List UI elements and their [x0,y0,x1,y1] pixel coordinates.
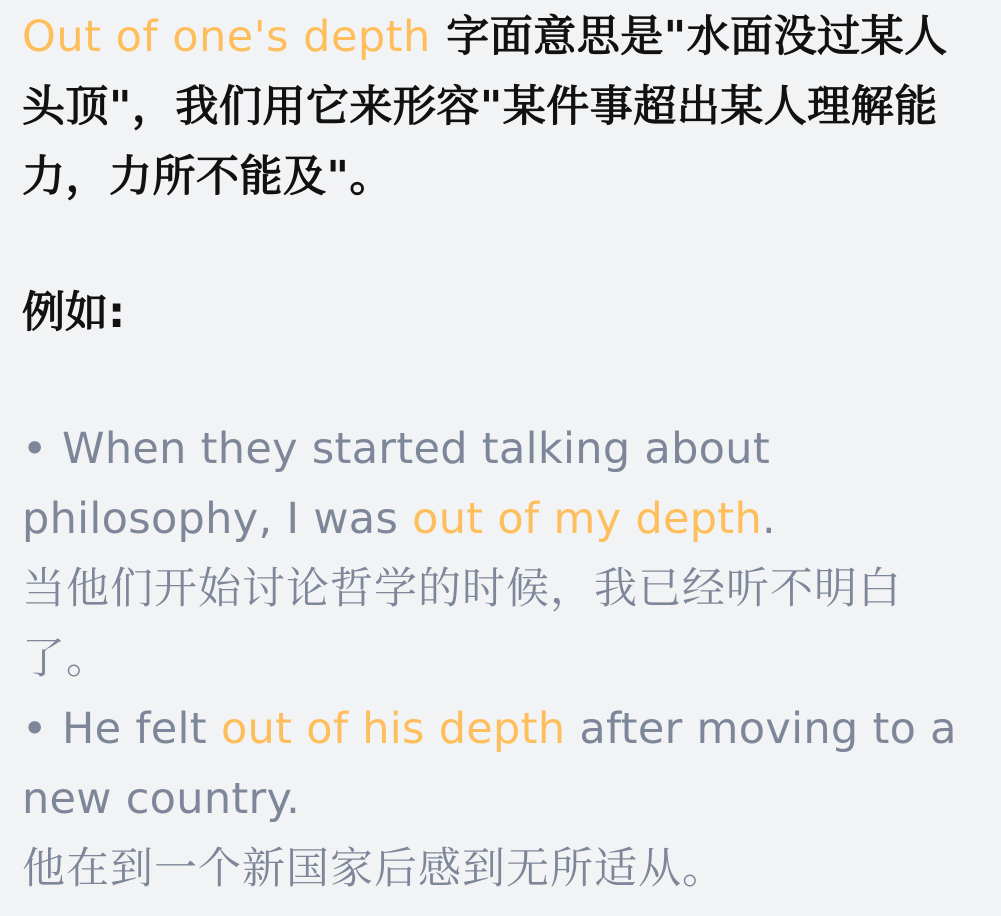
examples-heading: 例如: [22,288,126,338]
example-sentence-en [22,414,977,554]
example-highlight: out of his depth [220,704,566,754]
bullet-icon: • [22,424,48,474]
idiom-term: Out of one's depth [22,12,431,62]
examples-list [22,414,977,904]
idiom-explanation [22,2,977,212]
example-highlight: out of my depth [412,494,763,544]
example-item [22,694,977,904]
idiom-meaning: 字面意思是"水面没过某人头顶"，我们用它来形容"某件事超出某人理解能力，力所不能及"。 [22,12,948,202]
example-text-end: . [762,494,776,544]
example-item [22,414,977,694]
example-text: When they started talking about philosophy, I was [22,424,770,544]
example-text-end: after moving to a new country. [22,704,957,824]
example-translation-zh: 当他们开始讨论哲学的时候，我已经听不明白了。 [22,564,902,684]
example-sentence-en [22,694,977,834]
bullet-icon: • [22,704,48,754]
example-translation-zh: 他在到一个新国家后感到无所适从。 [22,844,726,894]
example-text: He felt [62,704,221,754]
